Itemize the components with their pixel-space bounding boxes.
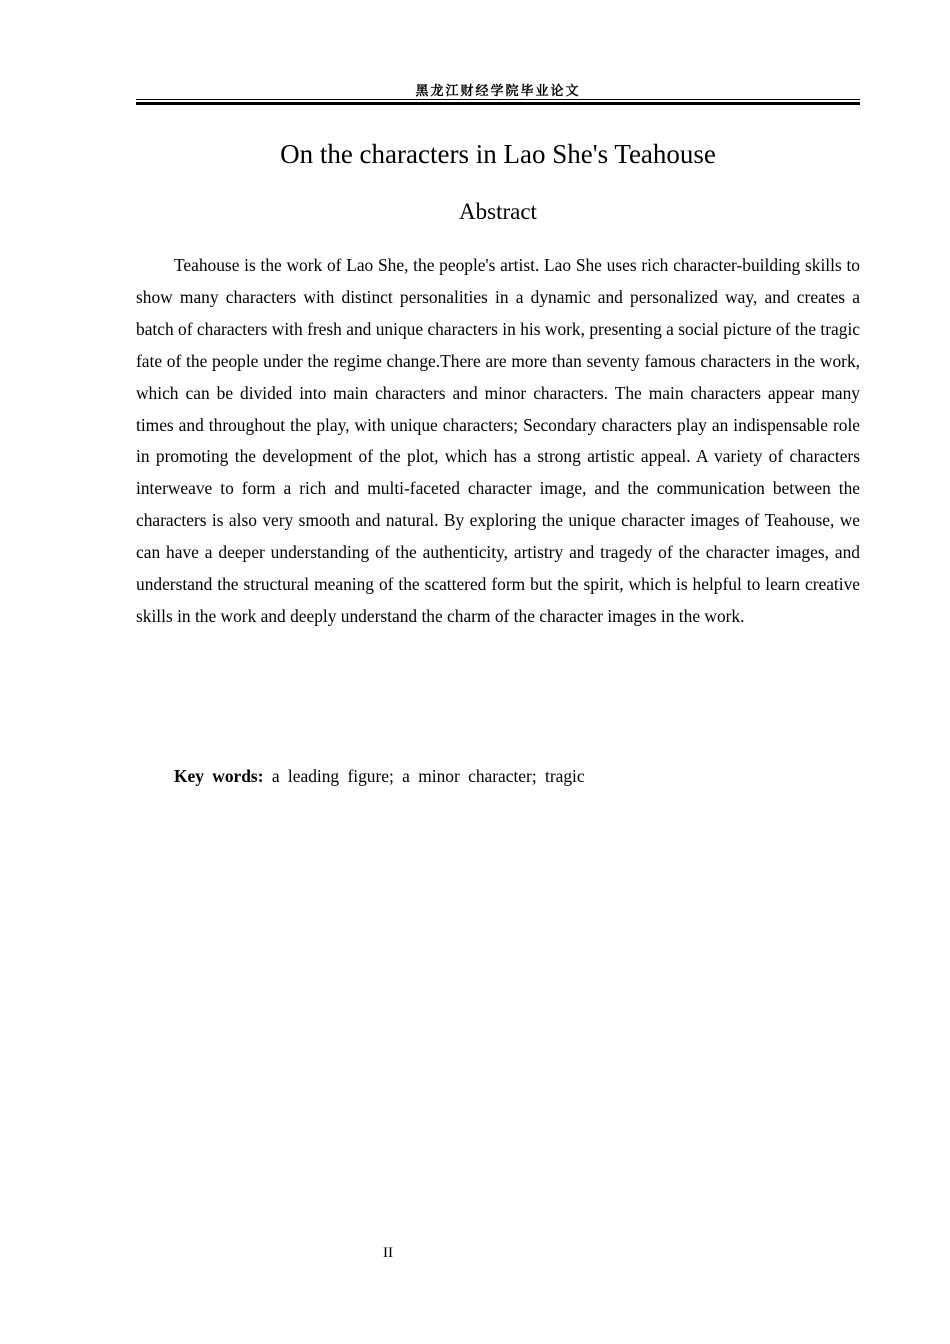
running-header: 黑龙江财经学院毕业论文 [415, 84, 581, 99]
abstract-heading: Abstract [459, 199, 537, 224]
page-number: II [383, 1245, 393, 1261]
keywords-label: Key words: [174, 766, 264, 786]
keywords-text: a leading figure; a minor character; tragic [271, 766, 585, 786]
header-rule-thin [136, 99, 860, 100]
document-title: On the characters in Lao She's Teahouse [280, 139, 716, 169]
header-rule-thick [136, 102, 860, 105]
keywords-line [174, 761, 585, 791]
abstract-paragraph: Teahouse is the work of Lao She, the people's artist. Lao She uses rich character-building skills to show many characters with distinct personalities in a dynamic and personalized way, and creates a batch of characters with fresh and unique characters in his work, presenting a social picture of the tragic fate of the people under the regime change.There are more than seventy famous characters in the work, which can be divided into main characters and minor characters. The main characters appear many times and throughout the play, with unique characters; Secondary characters play an indispensable role in promoting the development of the plot, which has a strong artistic appeal. A variety of characters interweave to form a rich and multi-faceted character image, and the communication between the characters is also very smooth and natural. By exploring the unique character images of Teahouse, we can have a deeper understanding of the authenticity, artistry and tragedy of the character images, and understand the structural meaning of the scattered form but the spirit, which is helpful to learn creative skills in the work and deeply understand the charm of the character images in the work. [136, 255, 860, 626]
